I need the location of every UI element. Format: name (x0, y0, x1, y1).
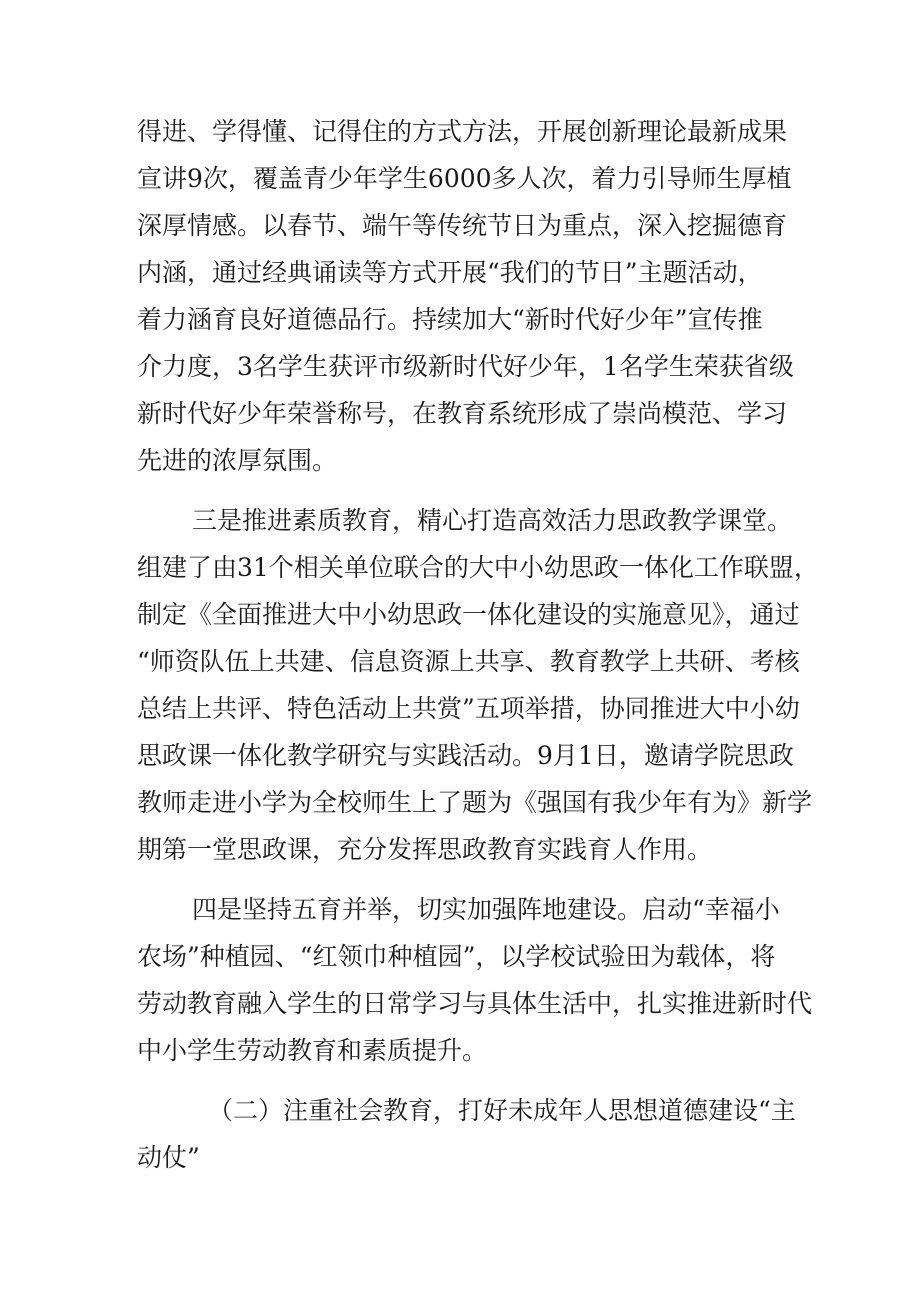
paragraph-first-line: 四是坚持五育并举，切实加强阵地建设。启动“幸福小 (192, 895, 780, 924)
text-line: 内涵，通过经典诵读等方式开展“我们的节日”主题活动， (137, 258, 763, 287)
text-line: 制定《全面推进大中小幼思政一体化建设的实施意见》，通过 (137, 600, 800, 629)
text-line: 深厚情感。以春节、端午等传统节日为重点，深入挖掘德育 (137, 211, 788, 240)
text-line: 宣讲9次，覆盖青少年学生6000多人次，着力引导师生厚植 (137, 164, 792, 193)
text-line: 得进、学得懂、记得住的方式方法，开展创新理论最新成果 (137, 117, 788, 146)
text-line: 介力度，3名学生获评市级新时代好少年，1名学生荣获省级 (137, 352, 794, 381)
text-line: 劳动教育融入学生的日常学习与具体生活中，扎实推进新时代 (137, 989, 813, 1018)
text-line: 总结上共评、特色活动上共赏”五项举措，协同推进大中小幼 (137, 694, 800, 723)
section-heading: （二）注重社会教育，打好未成年人思想道德建设“主 (208, 1096, 796, 1125)
text-line: 新时代好少年荣誉称号，在教育系统形成了崇尚模范、学习 (137, 399, 788, 428)
text-line: 思政课一体化教学研究与实践活动。9月1日，邀请学院思政 (137, 741, 794, 770)
text-line: 着力涵育良好道德品行。持续加大“新时代好少年”宣传推 (137, 305, 763, 334)
text-line: 先进的浓厚氛围。 (137, 446, 338, 475)
paragraph-first-line: 三是推进素质教育，精心打造高效活力思政教学课堂。 (192, 506, 793, 535)
text-line: 期第一堂思政课，充分发挥思政教育实践育人作用。 (137, 835, 713, 864)
text-line: 农场”种植园、“红领巾种植园”，以学校试验田为载体，将 (137, 942, 776, 971)
section-heading-continued: 动仗” (137, 1143, 200, 1172)
text-line: 教师走进小学为全校师生上了题为《强国有我少年有为》新学 (137, 788, 813, 817)
text-line: 组建了由31个相关单位联合的大中小幼思政一体化工作联盟， (137, 553, 819, 582)
text-line: “师资队伍上共建、信息资源上共享、教育教学上共研、考核 (137, 647, 800, 676)
text-line: 中小学生劳动教育和素质提升。 (137, 1036, 488, 1065)
